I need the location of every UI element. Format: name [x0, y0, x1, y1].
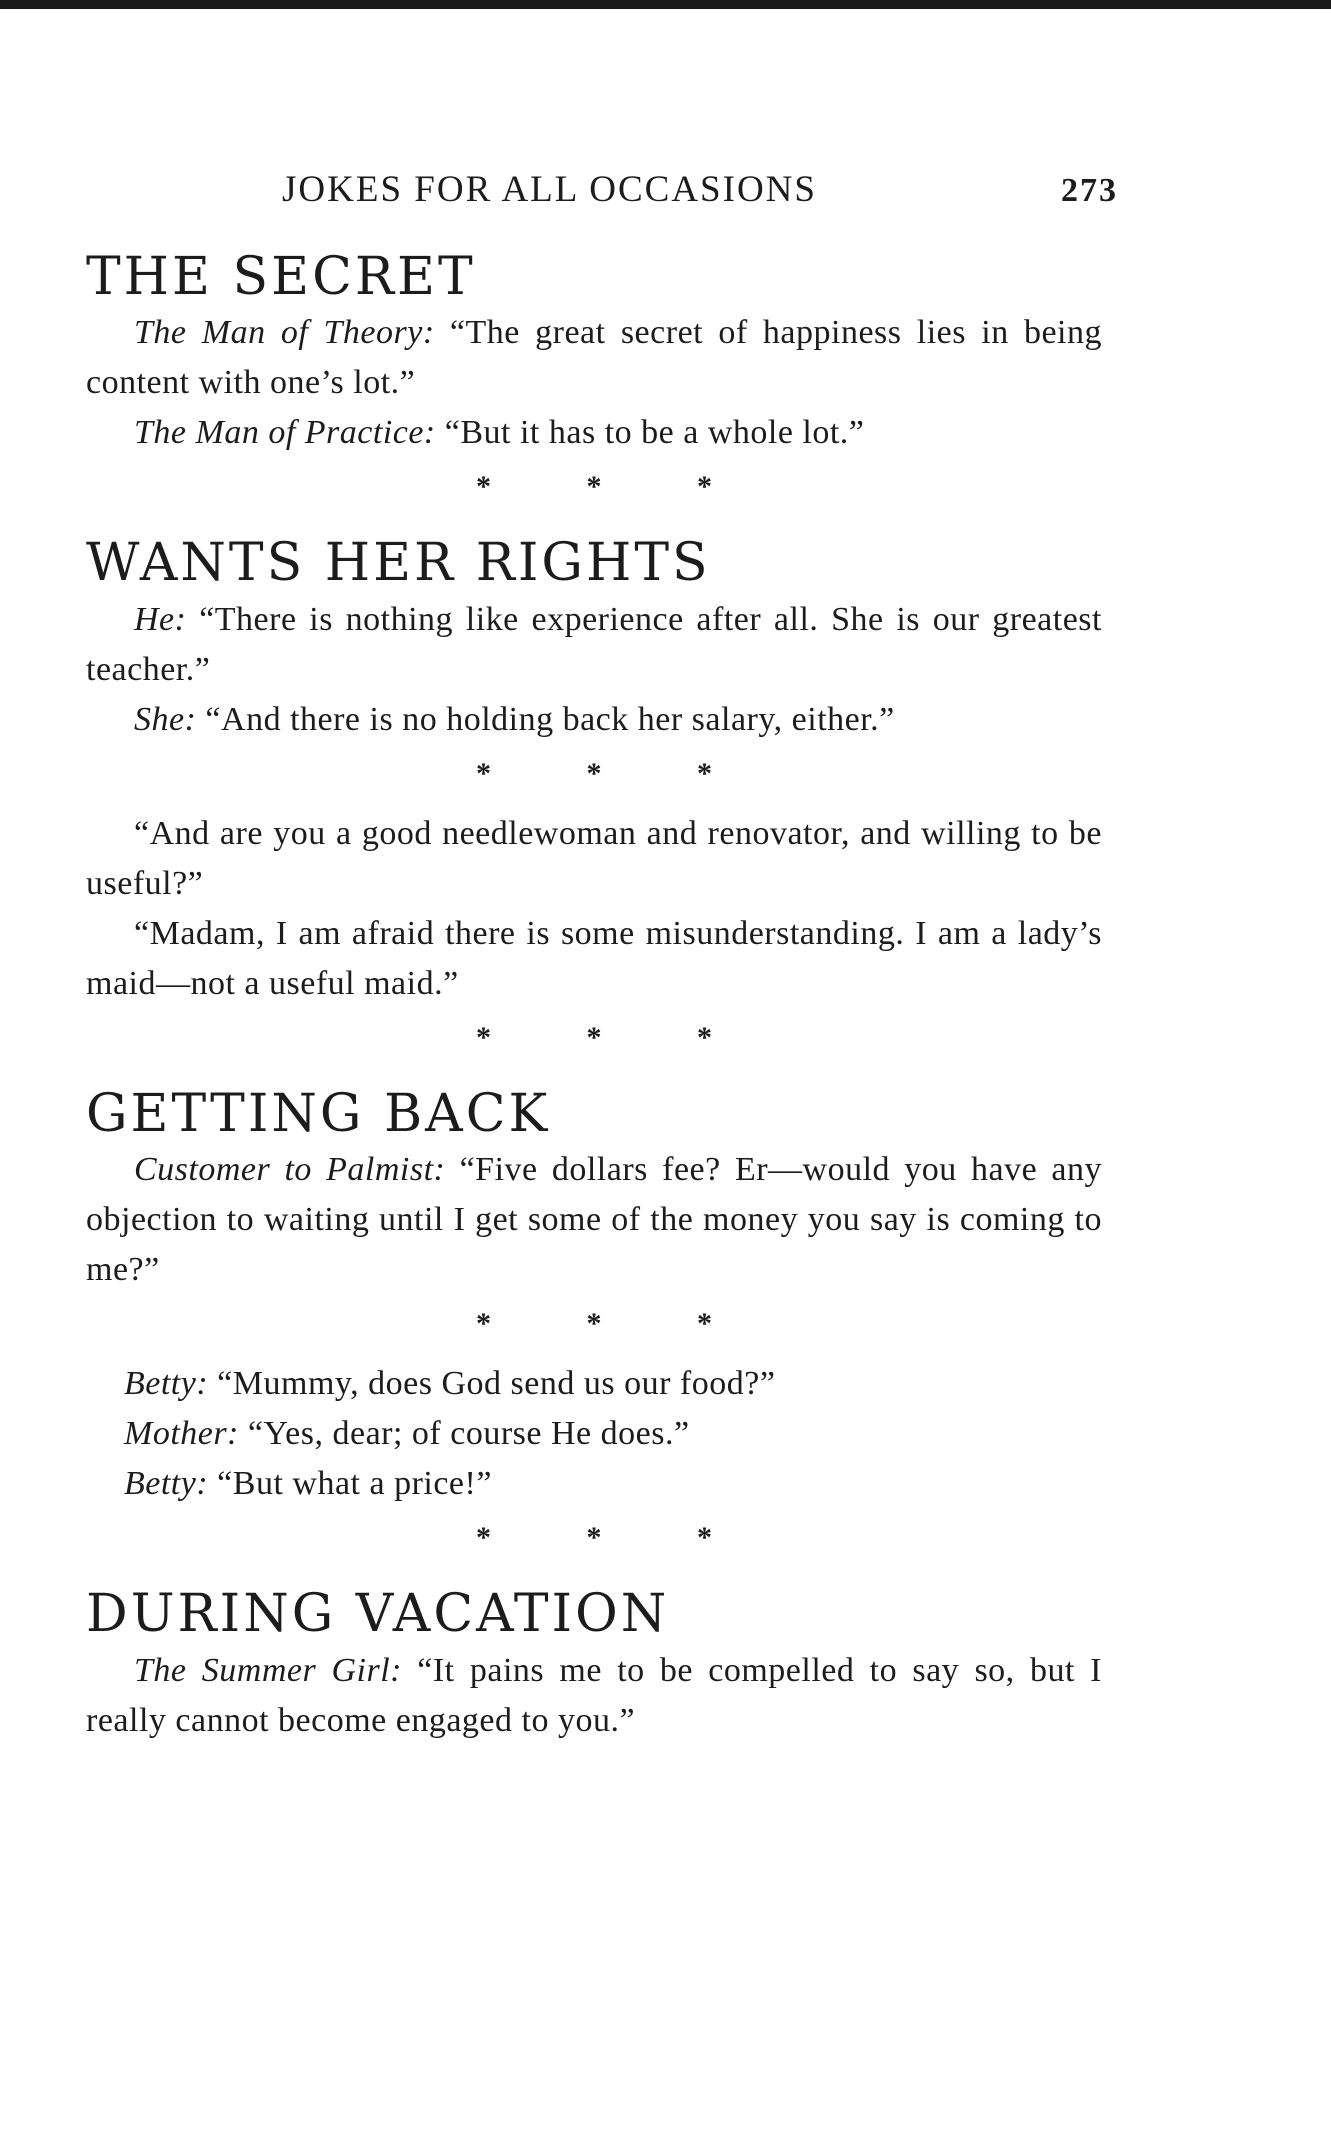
separator-stars: * * *	[476, 470, 756, 504]
speaker-label: The Man of Theory:	[134, 314, 435, 352]
section-title: WANTS HER RIGHTS	[86, 533, 711, 594]
running-title: JOKES FOR ALL OCCASIONS	[282, 169, 817, 210]
dialogue-text: “Yes, dear; of course He does.”	[238, 1415, 690, 1453]
dialogue-text: “But what a price!”	[208, 1465, 492, 1503]
dialogue-line	[86, 1359, 1102, 1409]
dialogue-line	[86, 1459, 1102, 1509]
dialogue-text: “And there is no holding back her salary, either.”	[196, 700, 895, 738]
dialogue-text: “The great secret of happiness lies in being content with one’s lot.”	[86, 314, 1102, 402]
speaker-label: Betty:	[124, 1465, 209, 1503]
joke-during-vacation	[86, 1583, 1102, 1745]
speaker-label: He:	[134, 600, 187, 638]
section-title: THE SECRET	[86, 247, 476, 307]
dialogue-line	[86, 1409, 1102, 1459]
speaker-label: Customer to Palmist:	[134, 1151, 446, 1189]
section-title: DURING VACATION	[86, 1584, 670, 1645]
joke-useful-maid	[86, 809, 1102, 1055]
dialogue-text: “Five dollars fee? Er—would you have any objection to waiting until I get some of the money you say is coming to me?”	[86, 1151, 1102, 1289]
separator-stars: * * *	[476, 756, 756, 790]
dialogue-text: “Mummy, does God send us our food?”	[208, 1365, 776, 1403]
section-title: GETTING BACK	[86, 1083, 551, 1144]
dialogue-paragraph	[86, 408, 1102, 458]
dialogue-paragraph	[86, 595, 1102, 695]
separator-stars: * * *	[476, 1307, 756, 1341]
running-header	[86, 150, 1118, 210]
dialogue-paragraph: “And are you a good needlewoman and renovator, and willing to be useful?”	[86, 814, 1102, 902]
dialogue-paragraph	[86, 1145, 1102, 1295]
dialogue-text: “But it has to be a whole lot.”	[435, 414, 865, 452]
book-page	[86, 150, 1118, 1746]
dialogue-paragraph	[86, 308, 1102, 408]
speaker-label: She:	[134, 700, 197, 738]
speaker-label: The Man of Practice:	[134, 414, 436, 452]
page-number: 273	[1061, 172, 1118, 209]
dialogue-paragraph	[86, 695, 1102, 745]
dialogue-text: “It pains me to be compelled to say so, but I really cannot become engaged to you.”	[86, 1651, 1102, 1739]
separator-stars: * * *	[476, 1521, 756, 1555]
speaker-label: Mother:	[124, 1415, 239, 1453]
joke-the-secret	[86, 246, 1102, 504]
speaker-label: The Summer Girl:	[134, 1651, 402, 1689]
dialogue-paragraph: “Madam, I am afraid there is some misunderstanding. I am a lady’s maid—not a useful maid.”	[86, 914, 1102, 1002]
top-border-rule	[0, 0, 1331, 9]
dialogue-paragraph	[86, 1646, 1102, 1746]
speaker-label: Betty:	[124, 1365, 209, 1403]
joke-getting-back	[86, 1083, 1102, 1341]
joke-betty	[86, 1359, 1102, 1555]
joke-wants-her-rights	[86, 532, 1102, 790]
separator-stars: * * *	[476, 1020, 756, 1054]
dialogue-text: “There is nothing like experience after all. She is our greatest teacher.”	[86, 600, 1102, 688]
